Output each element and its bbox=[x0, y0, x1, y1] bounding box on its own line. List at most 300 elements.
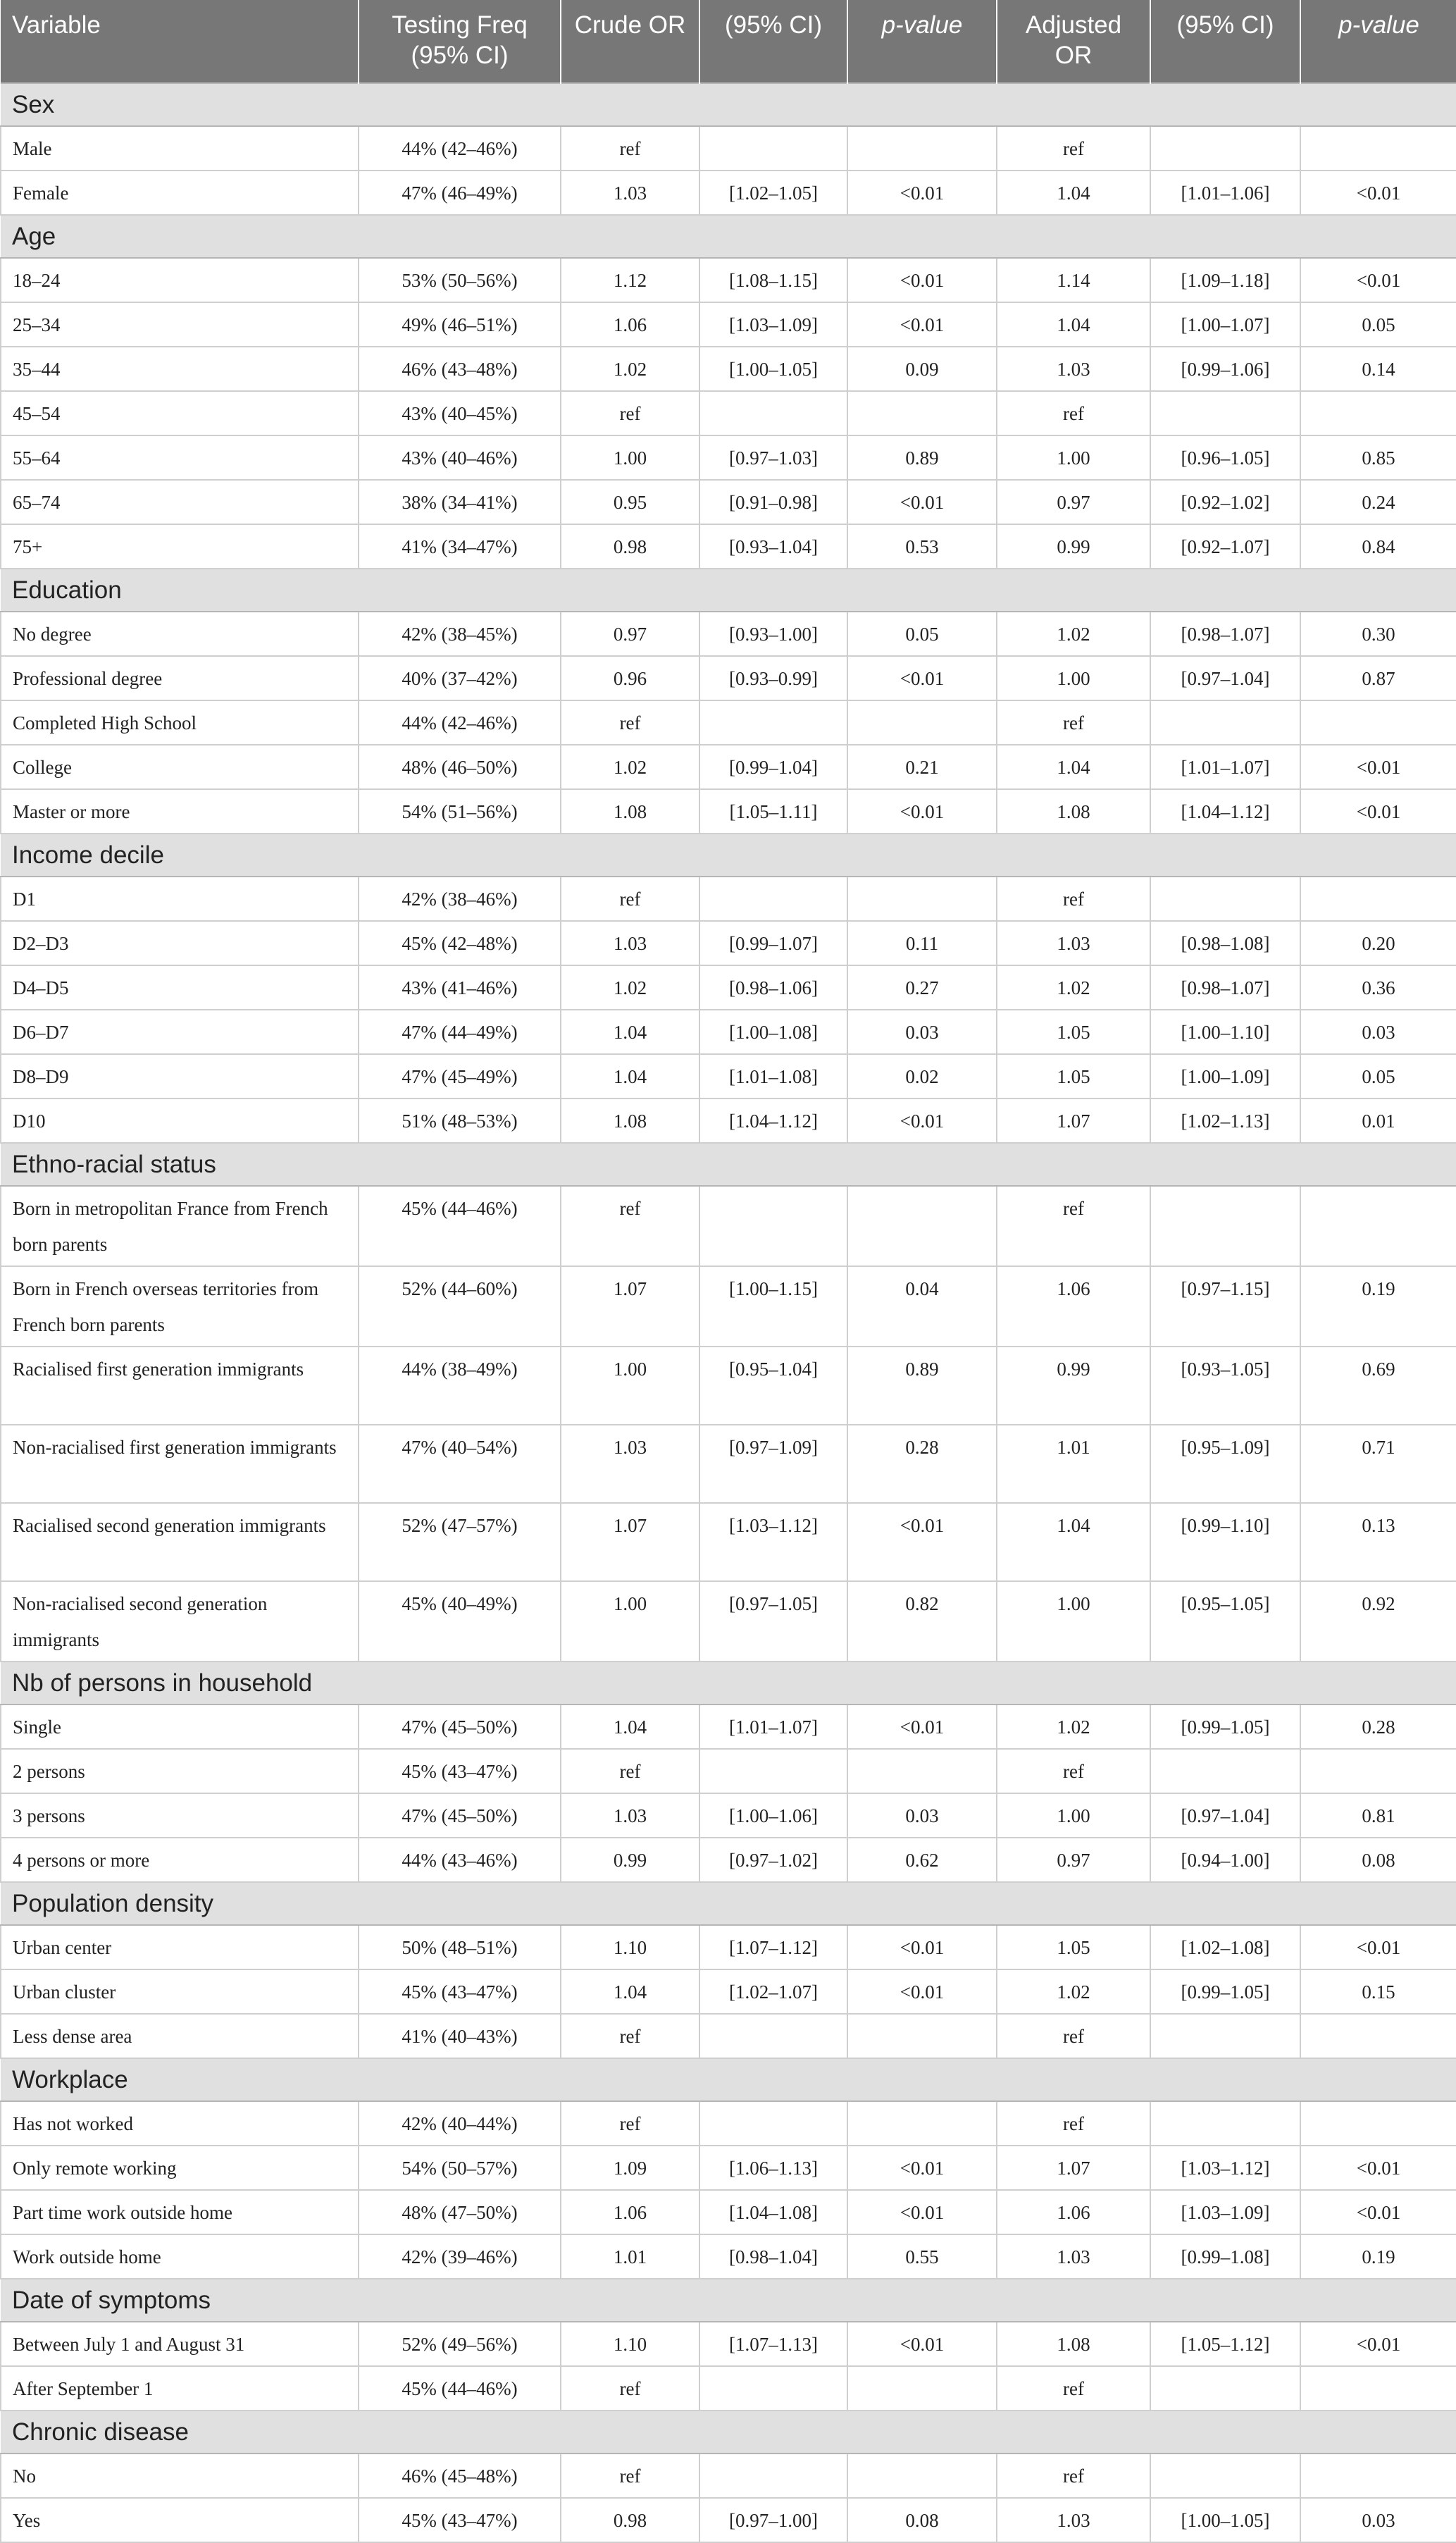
adjusted-ci-cell: [0.99–1.05] bbox=[1150, 1969, 1300, 2014]
variable-cell: Female bbox=[1, 171, 359, 215]
adjusted-p-value-cell: 0.05 bbox=[1300, 1054, 1456, 1099]
variable-cell: D2–D3 bbox=[1, 921, 359, 965]
adjusted-p-value-cell bbox=[1300, 1186, 1456, 1266]
group-title: Ethno-racial status bbox=[1, 1143, 1456, 1186]
crude-ci-cell bbox=[699, 2014, 847, 2058]
testing-freq-cell: 42% (38–45%) bbox=[359, 612, 561, 656]
adjusted-ci-cell: [0.92–1.02] bbox=[1150, 480, 1300, 524]
testing-freq-cell: 45% (43–47%) bbox=[359, 1969, 561, 2014]
crude-ci-cell: [1.07–1.12] bbox=[699, 1925, 847, 1969]
testing-freq-cell: 52% (44–60%) bbox=[359, 1266, 561, 1347]
testing-freq-cell: 47% (40–54%) bbox=[359, 1425, 561, 1503]
adjusted-or-cell: 1.08 bbox=[997, 2322, 1150, 2366]
table-row bbox=[1, 965, 1456, 1010]
adjusted-ci-cell: [1.01–1.06] bbox=[1150, 171, 1300, 215]
group-title: Population density bbox=[1, 1882, 1456, 1925]
testing-freq-cell: 54% (50–57%) bbox=[359, 2146, 561, 2190]
crude-ci-cell: [1.04–1.12] bbox=[699, 1099, 847, 1143]
adjusted-p-value-cell: 0.19 bbox=[1300, 1266, 1456, 1347]
adjusted-or-cell: ref bbox=[997, 2366, 1150, 2411]
testing-freq-cell: 42% (39–46%) bbox=[359, 2234, 561, 2279]
variable-cell: Master or more bbox=[1, 789, 359, 834]
crude-ci-cell: [0.97–1.03] bbox=[699, 435, 847, 480]
table-row bbox=[1, 347, 1456, 391]
crude-ci-cell: [1.00–1.15] bbox=[699, 1266, 847, 1347]
group-header-row bbox=[1, 83, 1456, 126]
adjusted-or-cell: 1.02 bbox=[997, 612, 1150, 656]
crude-ci-cell: [0.98–1.06] bbox=[699, 965, 847, 1010]
crude-ci-cell: [1.06–1.13] bbox=[699, 2146, 847, 2190]
group-title: Income decile bbox=[1, 834, 1456, 877]
variable-cell: Born in French overseas territories from French born parents bbox=[1, 1266, 359, 1347]
crude-or-cell: ref bbox=[561, 2366, 699, 2411]
crude-ci-cell: [1.03–1.09] bbox=[699, 302, 847, 347]
adjusted-or-cell: 1.03 bbox=[997, 2498, 1150, 2542]
table-row bbox=[1, 2234, 1456, 2279]
crude-p-value-cell bbox=[847, 1749, 997, 1793]
crude-ci-cell: [0.98–1.04] bbox=[699, 2234, 847, 2279]
table-row bbox=[1, 2322, 1456, 2366]
variable-cell: Non-racialised first generation immigrants bbox=[1, 1425, 359, 1503]
table-row bbox=[1, 126, 1456, 171]
adjusted-or-cell: 1.05 bbox=[997, 1925, 1150, 1969]
variable-cell: Single bbox=[1, 1704, 359, 1749]
adjusted-ci-cell: [1.02–1.13] bbox=[1150, 1099, 1300, 1143]
testing-freq-cell: 44% (38–49%) bbox=[359, 1347, 561, 1425]
testing-freq-cell: 46% (45–48%) bbox=[359, 2454, 561, 2498]
table-row bbox=[1, 524, 1456, 569]
adjusted-or-cell: 1.07 bbox=[997, 1099, 1150, 1143]
group-header-row bbox=[1, 1882, 1456, 1925]
crude-or-cell: 0.98 bbox=[561, 524, 699, 569]
adjusted-ci-cell: [0.98–1.07] bbox=[1150, 965, 1300, 1010]
adjusted-p-value-cell: 0.81 bbox=[1300, 1793, 1456, 1838]
table-row bbox=[1, 2498, 1456, 2542]
adjusted-ci-cell: [1.00–1.09] bbox=[1150, 1054, 1300, 1099]
testing-freq-cell: 44% (42–46%) bbox=[359, 700, 561, 745]
variable-cell: Work outside home bbox=[1, 2234, 359, 2279]
crude-ci-cell: [0.97–1.02] bbox=[699, 1838, 847, 1882]
adjusted-p-value-cell: 0.84 bbox=[1300, 524, 1456, 569]
crude-or-cell: 1.01 bbox=[561, 2234, 699, 2279]
adjusted-or-cell: 1.04 bbox=[997, 745, 1150, 789]
testing-freq-cell: 45% (43–47%) bbox=[359, 1749, 561, 1793]
testing-freq-cell: 45% (40–49%) bbox=[359, 1581, 561, 1662]
crude-p-value-cell: 0.08 bbox=[847, 2498, 997, 2542]
adjusted-or-cell: 1.03 bbox=[997, 2234, 1150, 2279]
crude-p-value-cell: <0.01 bbox=[847, 171, 997, 215]
adjusted-p-value-cell: <0.01 bbox=[1300, 789, 1456, 834]
table-row bbox=[1, 1099, 1456, 1143]
testing-freq-cell: 43% (40–45%) bbox=[359, 391, 561, 435]
adjusted-p-value-cell bbox=[1300, 2014, 1456, 2058]
crude-p-value-cell bbox=[847, 1186, 997, 1266]
header-adjusted-ci: (95% CI) bbox=[1150, 0, 1300, 83]
adjusted-or-cell: 1.07 bbox=[997, 2146, 1150, 2190]
crude-p-value-cell bbox=[847, 126, 997, 171]
crude-ci-cell: [1.01–1.07] bbox=[699, 1704, 847, 1749]
adjusted-or-cell: 0.99 bbox=[997, 524, 1150, 569]
adjusted-or-cell: 1.04 bbox=[997, 171, 1150, 215]
crude-p-value-cell: <0.01 bbox=[847, 2190, 997, 2234]
adjusted-ci-cell: [1.00–1.07] bbox=[1150, 302, 1300, 347]
crude-p-value-cell: 0.62 bbox=[847, 1838, 997, 1882]
adjusted-p-value-cell: <0.01 bbox=[1300, 171, 1456, 215]
crude-or-cell: 1.03 bbox=[561, 921, 699, 965]
crude-or-cell: ref bbox=[561, 391, 699, 435]
table-row bbox=[1, 480, 1456, 524]
crude-p-value-cell bbox=[847, 2014, 997, 2058]
adjusted-or-cell: 1.14 bbox=[997, 258, 1150, 302]
testing-freq-cell: 48% (47–50%) bbox=[359, 2190, 561, 2234]
adjusted-or-cell: 1.00 bbox=[997, 1581, 1150, 1662]
crude-p-value-cell: <0.01 bbox=[847, 1704, 997, 1749]
adjusted-ci-cell bbox=[1150, 2454, 1300, 2498]
table-row bbox=[1, 1186, 1456, 1266]
crude-p-value-cell: 0.89 bbox=[847, 1347, 997, 1425]
group-title: Chronic disease bbox=[1, 2411, 1456, 2454]
crude-ci-cell bbox=[699, 1749, 847, 1793]
adjusted-or-cell: ref bbox=[997, 2014, 1150, 2058]
variable-cell: 35–44 bbox=[1, 347, 359, 391]
testing-freq-cell: 45% (44–46%) bbox=[359, 2366, 561, 2411]
crude-or-cell: 1.06 bbox=[561, 2190, 699, 2234]
crude-p-value-cell bbox=[847, 2101, 997, 2146]
crude-or-cell: ref bbox=[561, 2454, 699, 2498]
adjusted-ci-cell: [0.94–1.00] bbox=[1150, 1838, 1300, 1882]
testing-freq-cell: 47% (46–49%) bbox=[359, 171, 561, 215]
testing-freq-cell: 53% (50–56%) bbox=[359, 258, 561, 302]
table-row bbox=[1, 877, 1456, 921]
table-row bbox=[1, 789, 1456, 834]
adjusted-or-cell: 1.01 bbox=[997, 1425, 1150, 1503]
testing-freq-cell: 44% (43–46%) bbox=[359, 1838, 561, 1882]
testing-freq-cell: 46% (43–48%) bbox=[359, 347, 561, 391]
crude-p-value-cell: <0.01 bbox=[847, 789, 997, 834]
crude-p-value-cell: <0.01 bbox=[847, 258, 997, 302]
crude-ci-cell bbox=[699, 391, 847, 435]
crude-ci-cell bbox=[699, 2366, 847, 2411]
table-row bbox=[1, 391, 1456, 435]
crude-p-value-cell: 0.28 bbox=[847, 1425, 997, 1503]
header-adjusted-p-value bbox=[1300, 0, 1456, 83]
adjusted-or-cell: 1.02 bbox=[997, 965, 1150, 1010]
adjusted-p-value-cell bbox=[1300, 2366, 1456, 2411]
crude-p-value-cell bbox=[847, 877, 997, 921]
adjusted-or-cell: 1.03 bbox=[997, 347, 1150, 391]
crude-or-cell: 0.95 bbox=[561, 480, 699, 524]
variable-cell: Urban center bbox=[1, 1925, 359, 1969]
group-title: Education bbox=[1, 569, 1456, 612]
adjusted-p-value-cell: 0.71 bbox=[1300, 1425, 1456, 1503]
crude-p-value-cell: 0.55 bbox=[847, 2234, 997, 2279]
adjusted-ci-cell: [1.01–1.07] bbox=[1150, 745, 1300, 789]
variable-cell: Racialised first generation immigrants bbox=[1, 1347, 359, 1425]
crude-p-value-cell: 0.05 bbox=[847, 612, 997, 656]
testing-freq-cell: 42% (40–44%) bbox=[359, 2101, 561, 2146]
header-crude-ci: (95% CI) bbox=[699, 0, 847, 83]
testing-freq-cell: 43% (41–46%) bbox=[359, 965, 561, 1010]
table-row bbox=[1, 612, 1456, 656]
crude-or-cell: 0.96 bbox=[561, 656, 699, 700]
variable-cell: Racialised second generation immigrants bbox=[1, 1503, 359, 1581]
adjusted-ci-cell: [1.09–1.18] bbox=[1150, 258, 1300, 302]
table-body bbox=[1, 83, 1456, 2542]
crude-or-cell: 1.04 bbox=[561, 1704, 699, 1749]
adjusted-ci-cell bbox=[1150, 2014, 1300, 2058]
table-row bbox=[1, 171, 1456, 215]
table-row bbox=[1, 745, 1456, 789]
crude-or-cell: 1.06 bbox=[561, 302, 699, 347]
adjusted-p-value-cell: 0.14 bbox=[1300, 347, 1456, 391]
table-row bbox=[1, 1704, 1456, 1749]
crude-or-cell: 1.03 bbox=[561, 1425, 699, 1503]
adjusted-p-value-cell: 0.92 bbox=[1300, 1581, 1456, 1662]
adjusted-ci-cell: [1.05–1.12] bbox=[1150, 2322, 1300, 2366]
adjusted-ci-cell: [0.97–1.15] bbox=[1150, 1266, 1300, 1347]
crude-ci-cell bbox=[699, 126, 847, 171]
adjusted-or-cell: 1.02 bbox=[997, 1704, 1150, 1749]
adjusted-or-cell: 1.06 bbox=[997, 2190, 1150, 2234]
crude-ci-cell: [0.93–1.00] bbox=[699, 612, 847, 656]
crude-or-cell: ref bbox=[561, 1186, 699, 1266]
crude-ci-cell: [1.04–1.08] bbox=[699, 2190, 847, 2234]
crude-p-value-cell: 0.11 bbox=[847, 921, 997, 965]
testing-freq-cell: 51% (48–53%) bbox=[359, 1099, 561, 1143]
crude-or-cell: 1.12 bbox=[561, 258, 699, 302]
group-header-row bbox=[1, 2279, 1456, 2322]
testing-freq-cell: 50% (48–51%) bbox=[359, 1925, 561, 1969]
adjusted-p-value-cell: 0.03 bbox=[1300, 1010, 1456, 1054]
adjusted-or-cell: 1.05 bbox=[997, 1054, 1150, 1099]
group-header-row bbox=[1, 1143, 1456, 1186]
crude-p-value-cell: <0.01 bbox=[847, 656, 997, 700]
adjusted-p-value-cell: 0.13 bbox=[1300, 1503, 1456, 1581]
adjusted-p-value-cell bbox=[1300, 877, 1456, 921]
adjusted-ci-cell bbox=[1150, 2366, 1300, 2411]
adjusted-or-cell: 1.00 bbox=[997, 1793, 1150, 1838]
crude-ci-cell: [1.02–1.05] bbox=[699, 171, 847, 215]
adjusted-p-value-cell: 0.03 bbox=[1300, 2498, 1456, 2542]
variable-cell: Completed High School bbox=[1, 700, 359, 745]
adjusted-ci-cell: [0.96–1.05] bbox=[1150, 435, 1300, 480]
crude-or-cell: 1.00 bbox=[561, 435, 699, 480]
adjusted-p-value-cell bbox=[1300, 700, 1456, 745]
crude-p-value-cell bbox=[847, 700, 997, 745]
crude-ci-cell: [1.00–1.06] bbox=[699, 1793, 847, 1838]
adjusted-p-value-cell: <0.01 bbox=[1300, 2322, 1456, 2366]
crude-or-cell: ref bbox=[561, 1749, 699, 1793]
table-row bbox=[1, 1793, 1456, 1838]
crude-p-value-cell: 0.04 bbox=[847, 1266, 997, 1347]
adjusted-or-cell: 1.04 bbox=[997, 1503, 1150, 1581]
adjusted-p-value-cell: 0.05 bbox=[1300, 302, 1456, 347]
table-row bbox=[1, 2454, 1456, 2498]
group-header-row bbox=[1, 1662, 1456, 1704]
crude-or-cell: 1.08 bbox=[561, 789, 699, 834]
crude-ci-cell: [0.99–1.07] bbox=[699, 921, 847, 965]
variable-cell: Between July 1 and August 31 bbox=[1, 2322, 359, 2366]
table-row bbox=[1, 1347, 1456, 1425]
group-title: Nb of persons in household bbox=[1, 1662, 1456, 1704]
variable-cell: Professional degree bbox=[1, 656, 359, 700]
table-row bbox=[1, 1054, 1456, 1099]
variable-cell: 3 persons bbox=[1, 1793, 359, 1838]
testing-freq-cell: 38% (34–41%) bbox=[359, 480, 561, 524]
adjusted-ci-cell: [0.92–1.07] bbox=[1150, 524, 1300, 569]
header-crude-or: Crude OR bbox=[561, 0, 699, 83]
crude-p-value-cell: 0.02 bbox=[847, 1054, 997, 1099]
group-title: Sex bbox=[1, 83, 1456, 126]
testing-freq-cell: 41% (40–43%) bbox=[359, 2014, 561, 2058]
crude-ci-cell: [1.08–1.15] bbox=[699, 258, 847, 302]
crude-or-cell: 1.03 bbox=[561, 1793, 699, 1838]
variable-cell: Has not worked bbox=[1, 2101, 359, 2146]
adjusted-p-value-cell: 0.87 bbox=[1300, 656, 1456, 700]
adjusted-p-value-cell: 0.01 bbox=[1300, 1099, 1456, 1143]
variable-cell: 18–24 bbox=[1, 258, 359, 302]
crude-or-cell: 1.00 bbox=[561, 1347, 699, 1425]
testing-freq-cell: 48% (46–50%) bbox=[359, 745, 561, 789]
testing-freq-cell: 54% (51–56%) bbox=[359, 789, 561, 834]
testing-freq-cell: 52% (47–57%) bbox=[359, 1503, 561, 1581]
adjusted-or-cell: 1.00 bbox=[997, 656, 1150, 700]
adjusted-p-value-cell: 0.69 bbox=[1300, 1347, 1456, 1425]
variable-cell: 2 persons bbox=[1, 1749, 359, 1793]
crude-ci-cell: [0.97–1.09] bbox=[699, 1425, 847, 1503]
table-row bbox=[1, 1581, 1456, 1662]
crude-ci-cell: [0.97–1.05] bbox=[699, 1581, 847, 1662]
crude-or-cell: ref bbox=[561, 877, 699, 921]
adjusted-or-cell: ref bbox=[997, 700, 1150, 745]
adjusted-p-value-cell: 0.24 bbox=[1300, 480, 1456, 524]
crude-p-value-cell: 0.03 bbox=[847, 1010, 997, 1054]
adjusted-p-value-cell bbox=[1300, 391, 1456, 435]
adjusted-or-cell: 1.02 bbox=[997, 1969, 1150, 2014]
adjusted-ci-cell bbox=[1150, 126, 1300, 171]
adjusted-or-cell: ref bbox=[997, 391, 1150, 435]
adjusted-p-value-cell: 0.15 bbox=[1300, 1969, 1456, 2014]
crude-p-value-cell: <0.01 bbox=[847, 1969, 997, 2014]
crude-ci-cell: [0.97–1.00] bbox=[699, 2498, 847, 2542]
adjusted-ci-cell: [0.93–1.05] bbox=[1150, 1347, 1300, 1425]
adjusted-or-cell: 0.97 bbox=[997, 480, 1150, 524]
testing-freq-cell: 45% (43–47%) bbox=[359, 2498, 561, 2542]
variable-cell: Only remote working bbox=[1, 2146, 359, 2190]
adjusted-p-value-cell bbox=[1300, 1749, 1456, 1793]
crude-ci-cell bbox=[699, 1186, 847, 1266]
crude-ci-cell: [0.99–1.04] bbox=[699, 745, 847, 789]
crude-or-cell: 1.08 bbox=[561, 1099, 699, 1143]
testing-freq-cell: 40% (37–42%) bbox=[359, 656, 561, 700]
header-adjusted-or: Adjusted OR bbox=[997, 0, 1150, 83]
crude-p-value-cell: 0.21 bbox=[847, 745, 997, 789]
header-adjusted-p-value-text: p-value bbox=[1338, 11, 1419, 39]
crude-or-cell: 1.07 bbox=[561, 1266, 699, 1347]
table-row bbox=[1, 1925, 1456, 1969]
crude-ci-cell: [1.03–1.12] bbox=[699, 1503, 847, 1581]
crude-ci-cell: [1.00–1.08] bbox=[699, 1010, 847, 1054]
group-header-row bbox=[1, 569, 1456, 612]
header-row bbox=[1, 0, 1456, 83]
header-crude-p-value bbox=[847, 0, 997, 83]
table-row bbox=[1, 1425, 1456, 1503]
crude-or-cell: ref bbox=[561, 2101, 699, 2146]
adjusted-ci-cell: [0.95–1.09] bbox=[1150, 1425, 1300, 1503]
adjusted-ci-cell bbox=[1150, 1186, 1300, 1266]
table-row bbox=[1, 1838, 1456, 1882]
adjusted-p-value-cell: <0.01 bbox=[1300, 2190, 1456, 2234]
adjusted-p-value-cell bbox=[1300, 2454, 1456, 2498]
testing-freq-cell: 41% (34–47%) bbox=[359, 524, 561, 569]
variable-cell: D10 bbox=[1, 1099, 359, 1143]
adjusted-p-value-cell: 0.20 bbox=[1300, 921, 1456, 965]
table-row bbox=[1, 2101, 1456, 2146]
table-row bbox=[1, 2014, 1456, 2058]
crude-p-value-cell: <0.01 bbox=[847, 302, 997, 347]
adjusted-or-cell: 1.05 bbox=[997, 1010, 1150, 1054]
variable-cell: Non-racialised second generation immigrants bbox=[1, 1581, 359, 1662]
adjusted-p-value-cell: 0.36 bbox=[1300, 965, 1456, 1010]
adjusted-p-value-cell bbox=[1300, 126, 1456, 171]
adjusted-or-cell: ref bbox=[997, 126, 1150, 171]
group-title: Age bbox=[1, 215, 1456, 258]
adjusted-p-value-cell bbox=[1300, 2101, 1456, 2146]
adjusted-or-cell: 1.06 bbox=[997, 1266, 1150, 1347]
adjusted-p-value-cell: <0.01 bbox=[1300, 1925, 1456, 1969]
adjusted-ci-cell: [1.02–1.08] bbox=[1150, 1925, 1300, 1969]
adjusted-ci-cell: [0.98–1.08] bbox=[1150, 921, 1300, 965]
crude-ci-cell: [0.93–0.99] bbox=[699, 656, 847, 700]
adjusted-ci-cell: [0.99–1.10] bbox=[1150, 1503, 1300, 1581]
crude-ci-cell: [1.05–1.11] bbox=[699, 789, 847, 834]
crude-or-cell: 1.00 bbox=[561, 1581, 699, 1662]
adjusted-or-cell: 0.99 bbox=[997, 1347, 1150, 1425]
crude-p-value-cell: 0.53 bbox=[847, 524, 997, 569]
variable-cell: Yes bbox=[1, 2498, 359, 2542]
crude-or-cell: 1.04 bbox=[561, 1969, 699, 2014]
crude-p-value-cell: <0.01 bbox=[847, 480, 997, 524]
crude-or-cell: 1.07 bbox=[561, 1503, 699, 1581]
crude-p-value-cell: 0.09 bbox=[847, 347, 997, 391]
group-header-row bbox=[1, 215, 1456, 258]
crude-or-cell: 1.02 bbox=[561, 745, 699, 789]
crude-or-cell: 1.10 bbox=[561, 2322, 699, 2366]
adjusted-p-value-cell: 0.85 bbox=[1300, 435, 1456, 480]
adjusted-ci-cell bbox=[1150, 391, 1300, 435]
variable-cell: 55–64 bbox=[1, 435, 359, 480]
adjusted-ci-cell: [1.03–1.12] bbox=[1150, 2146, 1300, 2190]
crude-ci-cell: [1.07–1.13] bbox=[699, 2322, 847, 2366]
adjusted-ci-cell: [0.95–1.05] bbox=[1150, 1581, 1300, 1662]
crude-or-cell: 1.02 bbox=[561, 347, 699, 391]
testing-freq-cell: 45% (42–48%) bbox=[359, 921, 561, 965]
crude-ci-cell: [0.95–1.04] bbox=[699, 1347, 847, 1425]
adjusted-p-value-cell: 0.08 bbox=[1300, 1838, 1456, 1882]
testing-freq-cell: 45% (44–46%) bbox=[359, 1186, 561, 1266]
variable-cell: No degree bbox=[1, 612, 359, 656]
adjusted-or-cell: ref bbox=[997, 2454, 1150, 2498]
crude-ci-cell: [0.91–0.98] bbox=[699, 480, 847, 524]
testing-freq-cell: 47% (45–49%) bbox=[359, 1054, 561, 1099]
crude-or-cell: 1.04 bbox=[561, 1010, 699, 1054]
adjusted-or-cell: 1.03 bbox=[997, 921, 1150, 965]
adjusted-or-cell: 1.08 bbox=[997, 789, 1150, 834]
adjusted-or-cell: ref bbox=[997, 877, 1150, 921]
adjusted-ci-cell: [1.00–1.05] bbox=[1150, 2498, 1300, 2542]
variable-cell: 65–74 bbox=[1, 480, 359, 524]
table-row bbox=[1, 435, 1456, 480]
